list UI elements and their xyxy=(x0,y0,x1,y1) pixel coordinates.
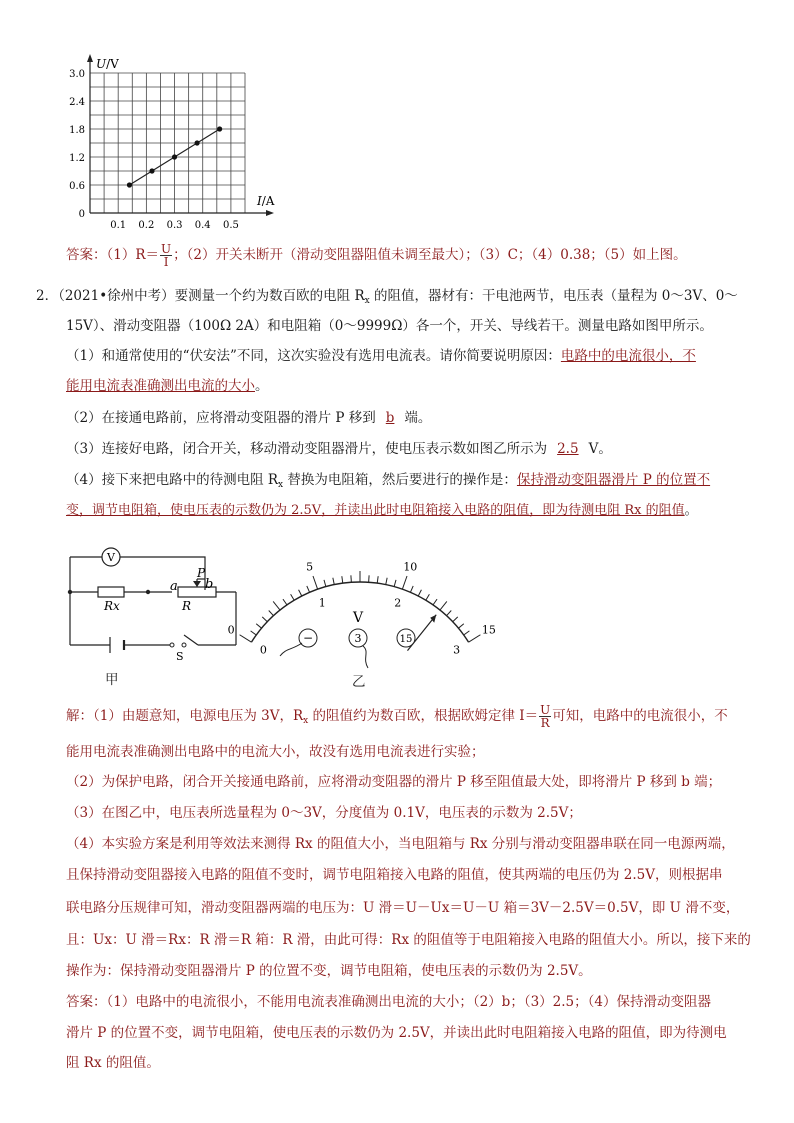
y-axis-arrow xyxy=(87,54,93,62)
dial-outer-label: 10 xyxy=(403,560,418,574)
x-tick-label: 0.3 xyxy=(166,220,183,231)
answer1-frac-num: U xyxy=(161,242,172,256)
circuit-diagram xyxy=(60,535,250,670)
data-point xyxy=(217,126,222,131)
solution-line-5: （4）本实验方案是利用等效法来测得 Rx 的阻值大小，当电阻箱与 Rx 分别与滑动变阻器串联在同一电源两端， xyxy=(66,836,735,852)
data-point xyxy=(149,168,154,173)
dial-tick xyxy=(426,594,430,600)
dial-tick xyxy=(313,576,318,589)
answer1-fraction xyxy=(160,243,172,268)
answer1-frac-den: I xyxy=(163,255,169,269)
sol-s1a: 解：（1）由题意知，电源电压为 3V，R xyxy=(66,708,304,724)
q2-p4-text-a: （4）接下来把电路中的待测电阻 R xyxy=(66,472,279,488)
q2-part1-line2 xyxy=(66,376,269,396)
y-tick-label: 0.6 xyxy=(69,181,85,192)
dial-tick xyxy=(433,599,437,605)
q2-line-1 xyxy=(36,286,738,311)
x-tick-label: 0.4 xyxy=(194,220,211,231)
terminal-minus-label: − xyxy=(302,631,314,645)
dial-tick xyxy=(291,594,295,600)
dial-tick xyxy=(469,635,481,642)
q2-l1: 2．（2021•徐州中考）要测量一个约为数百欧的电阻 R xyxy=(36,288,365,304)
q2-p1-text: （1）和通常使用的“伏安法”不同，这次实验没有选用电流表。请你简要说明原因： xyxy=(66,348,561,364)
q2-p2-text: （2）在接通电路前，应将滑动变阻器的滑片 P 移到 xyxy=(66,410,376,426)
q2-p1-end: 。 xyxy=(255,378,269,394)
q2-p4-end: 。 xyxy=(684,503,698,518)
q2-part4-line2 xyxy=(66,501,698,521)
q2-p4-answer-a: 保持滑动变阻器滑片 P 的位置不 xyxy=(516,472,711,488)
q2-p3-answer: 2.5 xyxy=(557,441,579,457)
circuit-a-label: a xyxy=(170,579,178,594)
circuit-b-label: b xyxy=(205,577,214,592)
x-axis-arrow xyxy=(266,210,274,216)
y-tick-label: 1.8 xyxy=(69,125,85,136)
sol-s1sub: x xyxy=(303,716,309,726)
q2-p4-answer-b: 变，调节电阻箱，使电压表的示数仍为 2.5V，并读出此时电阻箱接入电路的阻值，即为待测电阻 Rx 的阻值 xyxy=(66,503,685,518)
q2-l1-sub: x xyxy=(364,296,370,306)
solution-line-4: （3）在图乙中，电压表所选量程为 0～3V，分度值为 0.1V，电压表的示数为 2.5V； xyxy=(66,805,582,821)
circuit-r-label: R xyxy=(182,599,192,613)
dial-outer-label: 15 xyxy=(481,623,496,637)
dial-outer-label: 0 xyxy=(227,623,235,637)
dial-tick xyxy=(342,576,343,583)
q2-part4-line1 xyxy=(66,470,710,495)
dial-tick xyxy=(410,586,413,592)
sol-s1b: 的阻值约为数百欧，根据欧姆定律 I＝ xyxy=(308,708,539,724)
dial-tick xyxy=(256,624,261,628)
answer1-rest: ；（2）开关未断开（滑动变阻器阻值未调至最大）；（3）C；（4）0.38；（5）如上图。 xyxy=(173,247,687,263)
dial-tick xyxy=(307,586,310,592)
dial-tick xyxy=(453,617,458,622)
q2-part2 xyxy=(66,408,431,428)
q2-p2-end: 端。 xyxy=(404,410,432,426)
dial-tick xyxy=(394,580,396,587)
y-tick-label: 0 xyxy=(78,209,85,220)
caption-yi: 乙 xyxy=(352,674,366,690)
terminal-15-label: 15 xyxy=(399,634,413,645)
q2-p2-answer: b xyxy=(385,410,395,426)
sol-s1c: 可知，电路中的电流很小，不 xyxy=(552,708,728,724)
sol-fraction xyxy=(539,704,551,729)
voltmeter-dial xyxy=(227,530,496,675)
q2-p1-answer-b: 能用电流表准确测出电流的大小 xyxy=(66,378,255,394)
answer1-prefix: 答案：（1）R＝ xyxy=(66,247,160,263)
y-axis-label: U/V xyxy=(96,57,119,71)
final-answer-line-2: 滑片 P 的位置不变，调节电阻箱，使电压表的示数仍为 2.5V，并读出此时电阻箱接入电路的阻值，即为待测电 xyxy=(66,1025,727,1041)
dial-tick xyxy=(299,590,302,596)
x-tick-label: 0.5 xyxy=(222,220,239,231)
circuit-rx-label: Rx xyxy=(104,599,120,613)
dial-tick xyxy=(458,624,463,628)
circuit-s-label: S xyxy=(176,650,184,663)
data-point xyxy=(172,154,177,159)
y-tick-label: 3.0 xyxy=(69,69,85,80)
dial-tick xyxy=(269,611,274,616)
y-tick-label: 2.4 xyxy=(69,97,85,108)
dial-tick xyxy=(377,576,378,583)
solution-line-3: （2）为保护电路，闭合开关接通电路前，应将滑动变阻器的滑片 P 移至阻值最大处，即将滑片 P 移到 b 端； xyxy=(66,774,722,790)
dial-tick xyxy=(324,580,326,587)
final-answer-line-3: 阻 Rx 的阻值。 xyxy=(66,1055,160,1071)
solution-line-8: 且：Ux：U 滑＝Rx：R 滑＝R 箱：R 滑，由此可得：Rx 的阻值等于电阻箱接入电路的阻值大小。所以，接下来的 xyxy=(66,932,751,948)
q2-line-2: 15V）、滑动变阻器（100Ω 2A）和电阻箱（0～9999Ω）各一个，开关、导线若干。测量电路如图甲所示。 xyxy=(66,318,713,334)
q2-p3-end: V。 xyxy=(588,441,612,457)
q2-part3 xyxy=(66,439,612,459)
u-i-graph xyxy=(60,50,280,235)
solution-line-1 xyxy=(66,704,728,731)
q2-part1-line1 xyxy=(66,346,696,366)
sol-frac-num: U xyxy=(540,703,551,717)
dial-outer-label: 5 xyxy=(306,560,314,574)
dial-tick xyxy=(386,578,387,585)
x-axis-label: I/A xyxy=(257,194,275,208)
x-tick-label: 0.1 xyxy=(110,220,127,231)
dial-inner-label: 2 xyxy=(394,596,402,610)
final-answer-line-1: 答案：（1）电路中的电流很小，不能用电流表准确测出电流的大小；（2）b；（3）2.5；（4）保持滑动变阻器 xyxy=(66,994,711,1010)
dial-tick xyxy=(440,601,447,610)
sol-frac-den: R xyxy=(540,716,550,730)
dial-inner-label: 1 xyxy=(318,596,326,610)
solution-line-6: 且保持滑动变阻器接入电路的阻值不变时，调节电阻箱接入电路的阻值，使其两端的电压仍为 2.5V，则根据串 xyxy=(66,867,723,883)
q2-p4-text-b: 替换为电阻箱，然后要进行的操作是： xyxy=(283,472,517,488)
circuit-p-label: P xyxy=(197,566,206,580)
graph-axes xyxy=(69,54,275,231)
terminal-3-label: 3 xyxy=(354,632,362,645)
dial-inner-label: 3 xyxy=(453,643,461,657)
dial-tick xyxy=(447,611,452,616)
dial-tick xyxy=(262,617,267,622)
caption-jia: 甲 xyxy=(105,672,119,688)
dial-tick xyxy=(464,631,470,635)
dial-tick xyxy=(273,601,280,610)
dial-tick xyxy=(418,590,421,596)
circuit-meter-label: V xyxy=(107,551,115,564)
q2-p1-answer-a: 电路中的电流很小，不 xyxy=(560,348,696,364)
data-point xyxy=(127,182,132,187)
answer-line-1 xyxy=(66,243,687,268)
dial-tick xyxy=(333,578,334,585)
solution-line-9: 操作为：保持滑动变阻器滑片 P 的位置不变，调节电阻箱，使电压表的示数仍为 2.5V。 xyxy=(66,963,592,979)
q2-p4-sub: x xyxy=(278,480,284,490)
voltmeter-unit: V xyxy=(352,610,364,626)
graph-grid xyxy=(90,73,245,213)
solution-line-2: 能用电流表准确测出电路中的电流大小，故没有选用电流表进行实验； xyxy=(66,744,485,760)
dial-inner-label: 0 xyxy=(259,643,267,657)
q2-l1b: 的阻值，器材有：干电池两节，电压表（量程为 0～3V、0～ xyxy=(369,288,738,304)
y-tick-label: 1.2 xyxy=(69,153,85,164)
dial-tick xyxy=(283,599,287,605)
dial-tick xyxy=(402,576,407,589)
x-tick-label: 0.2 xyxy=(138,220,155,231)
q2-p3-text: （3）连接好电路，闭合开关，移动滑动变阻器滑片，使电压表示数如图乙所示为 xyxy=(66,441,548,457)
data-point xyxy=(194,140,199,145)
dial-tick xyxy=(251,631,257,635)
solution-line-7: 联电路分压规律可知，滑动变阻器两端的电压为：U 滑＝U－Ux＝U－U 箱＝3V－2.5V＝0.5V，即 U 滑不变， xyxy=(66,900,740,916)
